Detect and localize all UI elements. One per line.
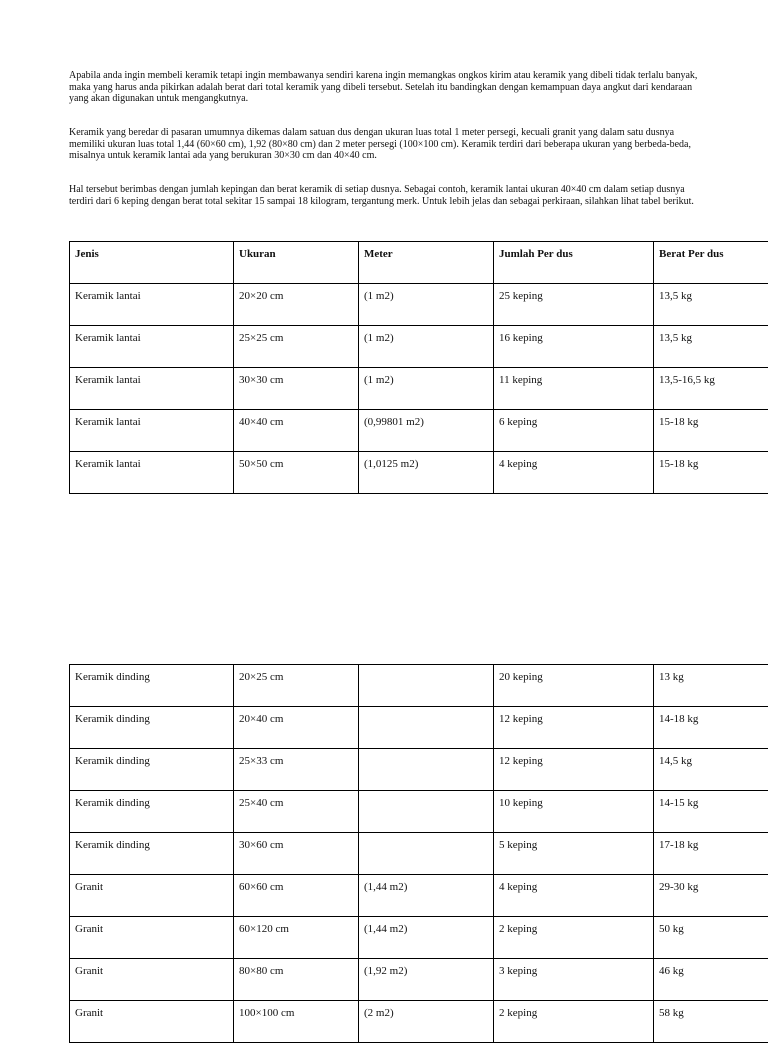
cell-meter [359, 833, 494, 875]
cell-jenis: Keramik dinding [70, 749, 234, 791]
table-row [70, 707, 768, 749]
cell-jumlah: 12 keping [494, 707, 654, 749]
cell-berat: 46 kg [654, 959, 768, 1001]
cell-jumlah: 20 keping [494, 665, 654, 707]
intro-paragraph: Apabila anda ingin membeli keramik tetapi ingin membawanya sendiri karena ingin memangkas ongkos kirim atau keramik yang dibeli tidak terlalu banyak, maka yang harus anda pikirkan adalah berat dari total keramik yang dibeli tersebut. Setelah itu bandingkan dengan kemampuan daya angkut dari kendaraan yang akan digunakan untuk mengangkutnya. [69, 70, 709, 105]
cell-jenis: Keramik dinding [70, 665, 234, 707]
cell-jumlah: 3 keping [494, 959, 654, 1001]
cell-berat: 13,5 kg [654, 284, 768, 326]
ceramic-wall-granite-table [69, 664, 768, 1043]
cell-ukuran: 25×33 cm [234, 749, 359, 791]
cell-meter: (1,44 m2) [359, 875, 494, 917]
cell-jumlah: 4 keping [494, 875, 654, 917]
cell-meter: (1 m2) [359, 326, 494, 368]
cell-ukuran: 100×100 cm [234, 1001, 359, 1043]
cell-jumlah: 4 keping [494, 452, 654, 494]
cell-meter: (2 m2) [359, 1001, 494, 1043]
cell-jenis: Keramik lantai [70, 452, 234, 494]
cell-jenis: Keramik lantai [70, 410, 234, 452]
header-ukuran: Ukuran [234, 242, 359, 284]
cell-jumlah: 16 keping [494, 326, 654, 368]
header-jumlah-per-dus: Jumlah Per dus [494, 242, 654, 284]
table-row [70, 791, 768, 833]
cell-jenis: Granit [70, 875, 234, 917]
cell-berat: 14-15 kg [654, 791, 768, 833]
cell-ukuran: 50×50 cm [234, 452, 359, 494]
table-header-row [70, 242, 768, 284]
cell-jumlah: 11 keping [494, 368, 654, 410]
cell-meter [359, 707, 494, 749]
cell-meter [359, 749, 494, 791]
cell-berat: 15-18 kg [654, 452, 768, 494]
table-row [70, 875, 768, 917]
cell-ukuran: 60×60 cm [234, 875, 359, 917]
cell-meter [359, 665, 494, 707]
cell-jumlah: 6 keping [494, 410, 654, 452]
cell-berat: 58 kg [654, 1001, 768, 1043]
cell-berat: 50 kg [654, 917, 768, 959]
cell-jenis: Granit [70, 917, 234, 959]
table-row [70, 326, 768, 368]
cell-jenis: Granit [70, 1001, 234, 1043]
header-berat-per-dus: Berat Per dus [654, 242, 768, 284]
header-meter: Meter [359, 242, 494, 284]
cell-meter: (1,0125 m2) [359, 452, 494, 494]
cell-jenis: Keramik dinding [70, 791, 234, 833]
cell-berat: 13 kg [654, 665, 768, 707]
cell-berat: 14-18 kg [654, 707, 768, 749]
cell-ukuran: 40×40 cm [234, 410, 359, 452]
cell-meter [359, 791, 494, 833]
cell-ukuran: 60×120 cm [234, 917, 359, 959]
cell-ukuran: 80×80 cm [234, 959, 359, 1001]
table-row [70, 284, 768, 326]
cell-meter: (1,92 m2) [359, 959, 494, 1001]
cell-jenis: Keramik dinding [70, 707, 234, 749]
cell-meter: (1 m2) [359, 368, 494, 410]
cell-ukuran: 30×60 cm [234, 833, 359, 875]
cell-jenis: Keramik lantai [70, 284, 234, 326]
cell-meter: (1,44 m2) [359, 917, 494, 959]
table-row [70, 665, 768, 707]
cell-ukuran: 25×25 cm [234, 326, 359, 368]
cell-berat: 29-30 kg [654, 875, 768, 917]
cell-berat: 17-18 kg [654, 833, 768, 875]
cell-meter: (1 m2) [359, 284, 494, 326]
cell-jenis: Keramik lantai [70, 326, 234, 368]
table-row [70, 833, 768, 875]
table-row [70, 917, 768, 959]
cell-jenis: Granit [70, 959, 234, 1001]
table-row [70, 1001, 768, 1043]
cell-jenis: Keramik dinding [70, 833, 234, 875]
cell-jumlah: 25 keping [494, 284, 654, 326]
table-row [70, 368, 768, 410]
cell-berat: 14,5 kg [654, 749, 768, 791]
table-row [70, 749, 768, 791]
cell-berat: 15-18 kg [654, 410, 768, 452]
cell-berat: 13,5 kg [654, 326, 768, 368]
cell-meter: (0,99801 m2) [359, 410, 494, 452]
example-paragraph: Hal tersebut berimbas dengan jumlah kepingan dan berat keramik di setiap dusnya. Sebagai contoh, keramik lantai ukuran 40×40 cm dalam setiap dusnya terdiri dari 6 keping dengan berat total sekitar 15 sampai 18 kilogram, tergantung merk. Untuk lebih jelas dan sebagai perkiraan, silahkan lihat tabel berikut. [69, 184, 709, 207]
cell-jenis: Keramik lantai [70, 368, 234, 410]
cell-ukuran: 20×25 cm [234, 665, 359, 707]
cell-ukuran: 20×40 cm [234, 707, 359, 749]
cell-berat: 13,5-16,5 kg [654, 368, 768, 410]
cell-ukuran: 30×30 cm [234, 368, 359, 410]
table-row [70, 959, 768, 1001]
table-row [70, 410, 768, 452]
header-jenis: Jenis [70, 242, 234, 284]
table-row [70, 452, 768, 494]
cell-jumlah: 10 keping [494, 791, 654, 833]
cell-jumlah: 2 keping [494, 1001, 654, 1043]
cell-jumlah: 12 keping [494, 749, 654, 791]
ceramic-floor-table [69, 241, 768, 494]
cell-ukuran: 20×20 cm [234, 284, 359, 326]
cell-jumlah: 2 keping [494, 917, 654, 959]
cell-ukuran: 25×40 cm [234, 791, 359, 833]
cell-jumlah: 5 keping [494, 833, 654, 875]
packaging-paragraph: Keramik yang beredar di pasaran umumnya dikemas dalam satuan dus dengan ukuran luas total 1 meter persegi, kecuali granit yang dalam satu dusnya memiliki ukuran luas total 1,44 (60×60 cm), 1,92 (80×80 cm) dan 2 meter persegi (100×100 cm). Keramik terdiri dari beberapa ukuran yang berbeda-beda, misalnya untuk keramik lantai ada yang berukuran 30×30 cm dan 40×40 cm. [69, 127, 709, 162]
